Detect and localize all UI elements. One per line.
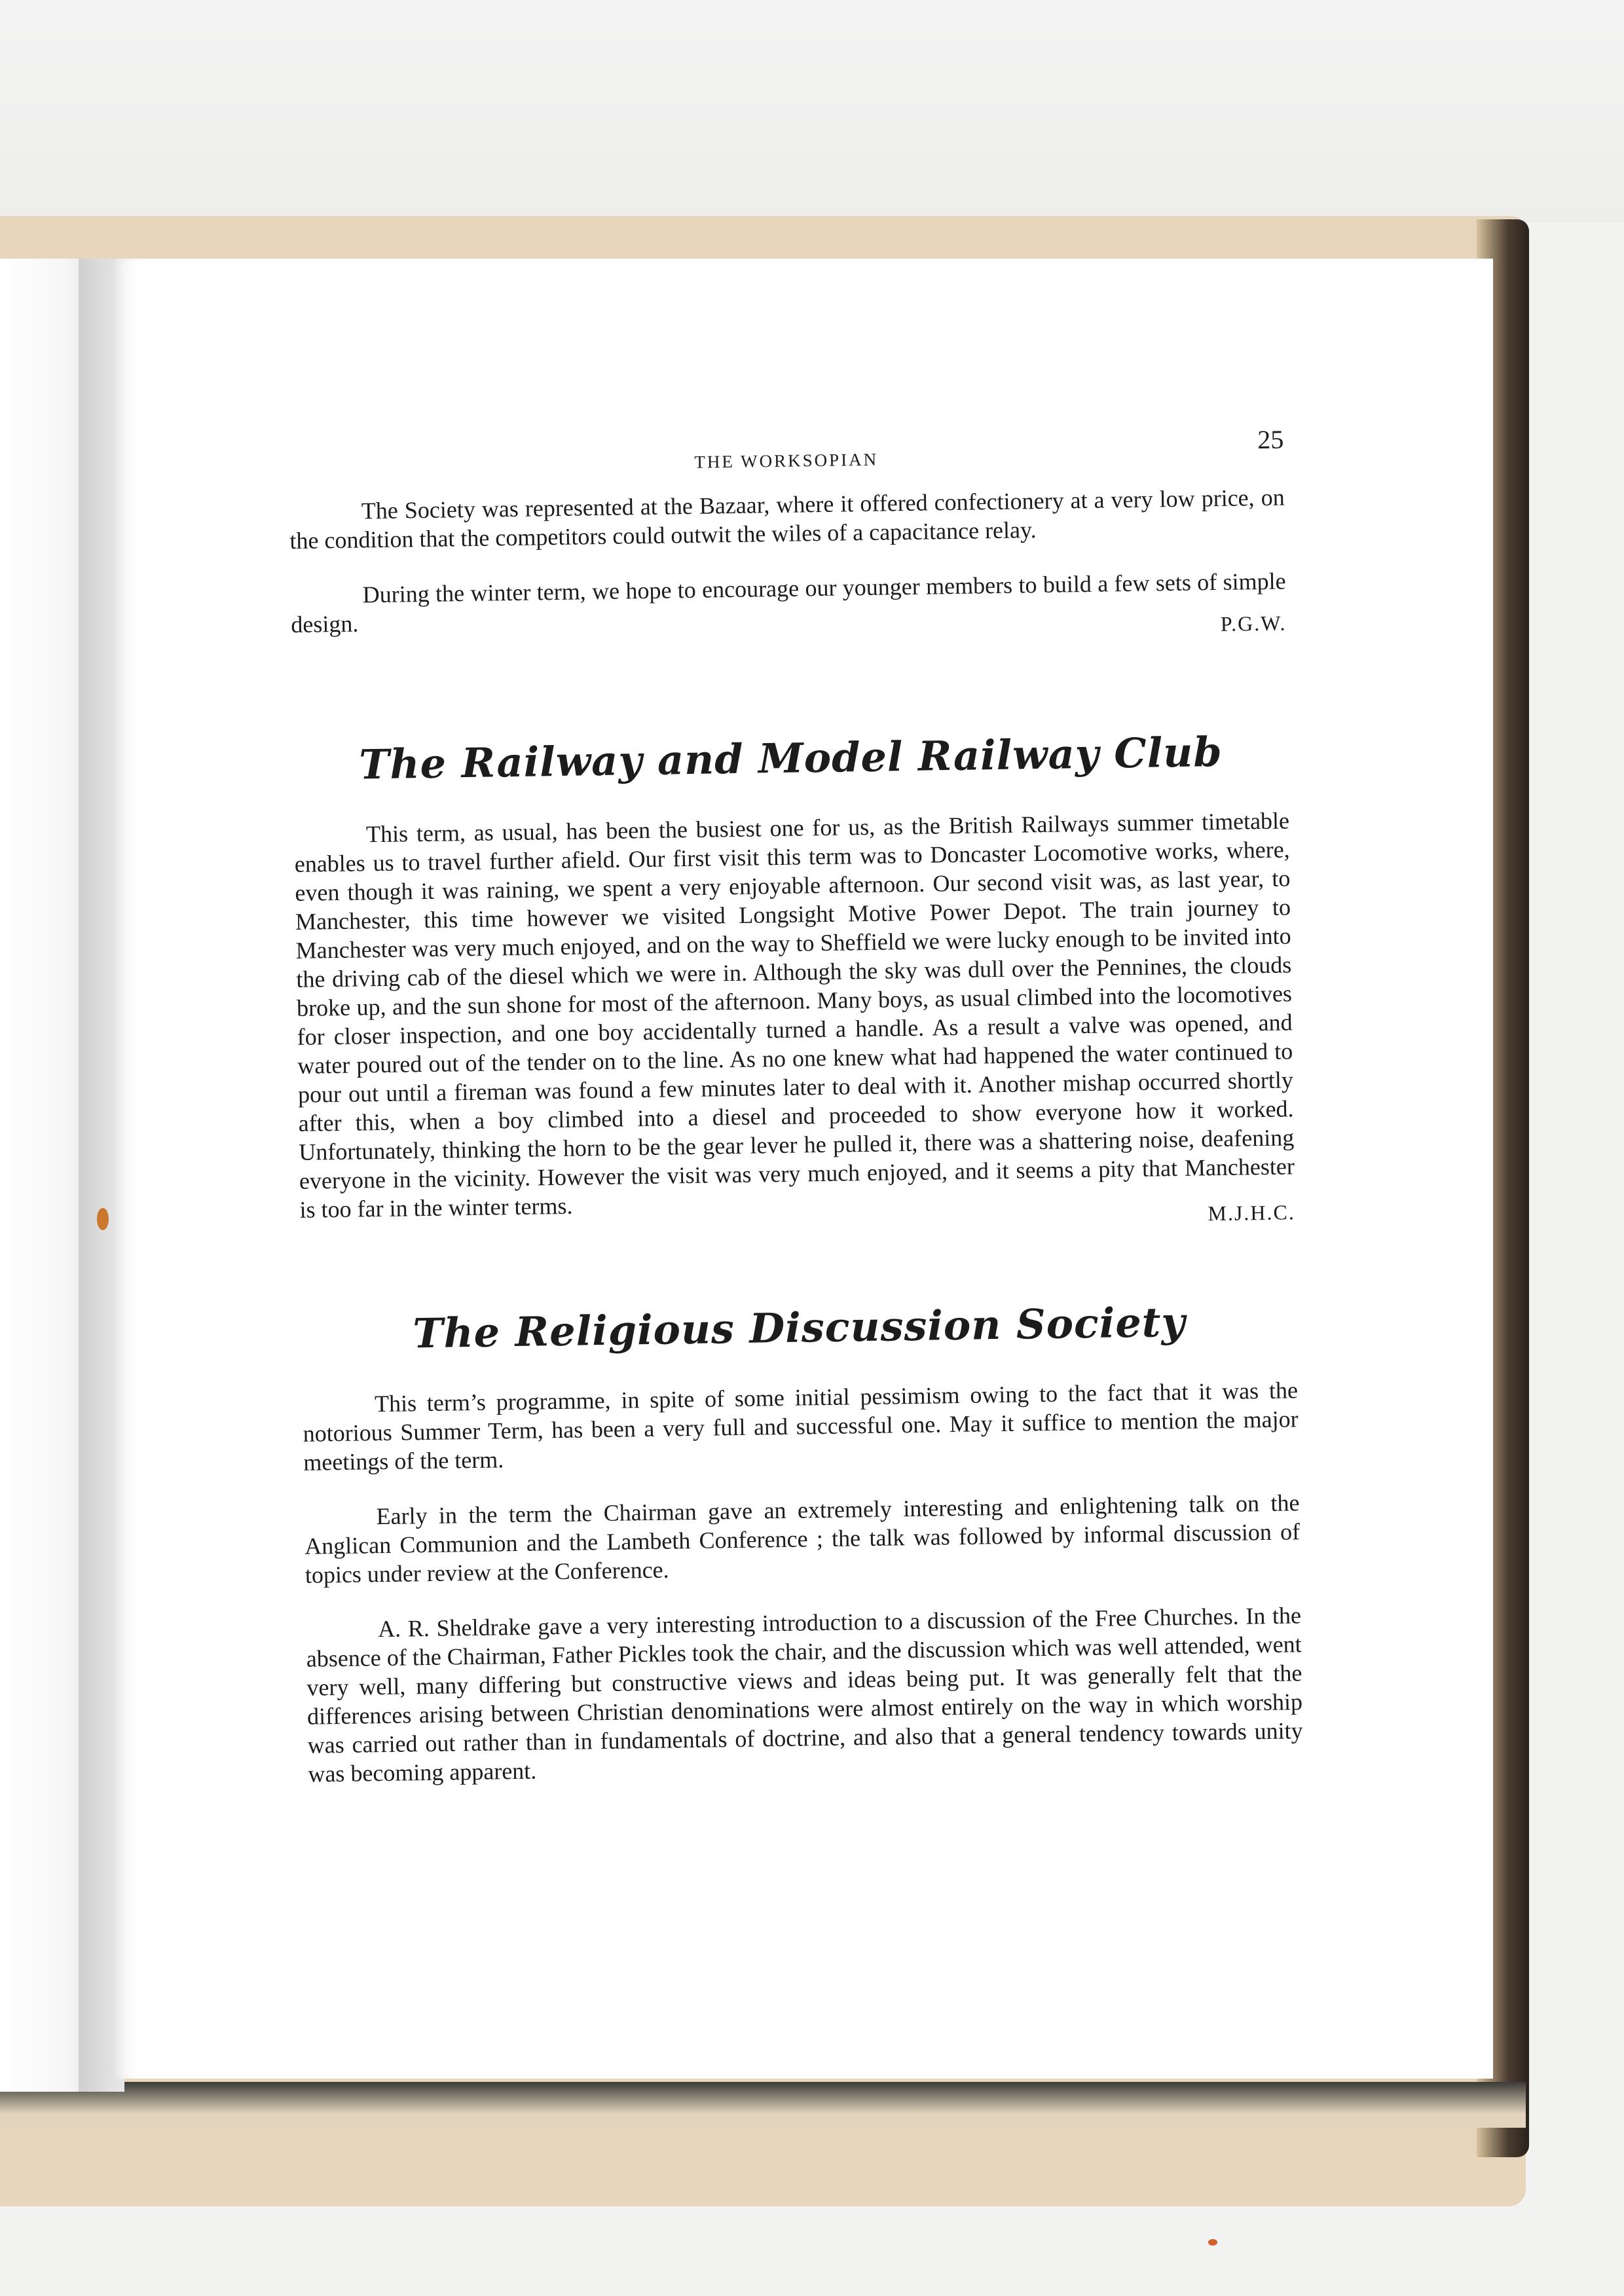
railway-section: [294, 806, 1295, 1239]
religious-paragraph: Early in the term the Chairman gave an extremely interesting and enlightening talk on the Anglican Communion and the Lambeth Conference ; the talk was followed by informal discussion of topics under review at the Conference.: [304, 1489, 1301, 1588]
intro-paragraph: During the winter term, we hope to encourage our younger members to build a few sets of simple design.: [291, 568, 1286, 638]
page-number: 25: [1257, 424, 1284, 455]
religious-section: [303, 1376, 1304, 1788]
railway-paragraph: This term, as usual, has been the busiest one for us, as the British Railways summer timetable enables us to travel further afield. Our first visit this term was to Doncaster Locomotive works, where, even though it was raining, we spent a very enjoyable afternoon. Our second visit was, as last year, to Manchester, this time however we visited Longsight Motive Power Depot. The train journey to Manchester was very much enjoyed, and on the way to Sheffield we were lucky enough to be invited into the driving cab of the diesel which we were in. Although the sky was dull over the Pennines, the clouds broke up, and the sun shone for most of the afternoon. Many boys, as usual climbed into the locomotives for closer inspection, and one boy accidentally turned a handle. As a result a valve was opened, and water poured out of the tender on to the line. As no one knew what had happened the water continued to pour out until a fireman was found a few minutes later to deal with it. Another mishap occurred shortly after this, when a boy climbed into a diesel and proceeded to show everyone how it worked. Unfortunately, thinking the horn to be the gear lever he pulled it, there was a shattering noise, deafening everyone in the vicinity. However the visit was very much enjoyed, and it seems a pity that Manchester is too far in the winter terms.: [294, 807, 1295, 1223]
page-content: [288, 417, 1304, 1788]
running-title: THE WORKSOPIAN: [694, 449, 879, 472]
railway-signature: M.J.H.C.: [1208, 1200, 1296, 1226]
religious-paragraph: This term’s programme, in spite of some initial pessimism owing to the fact that it was the notorious Summer Term, has been a very full and successful one. May it suffice to mention the major meetings of the term.: [303, 1377, 1299, 1476]
paper-stain: [97, 1208, 109, 1230]
scan-background: [0, 0, 1624, 223]
intro-section: [289, 483, 1286, 650]
religious-paragraph: A. R. Sheldrake gave a very interesting introduction to a discussion of the Free Churches. In the absence of the Chairman, Father Pickles took the chair, and the discussion which was well attended, went very well, many differing but constructive views and ideas being put. It was generally felt that the differences arising between Christian denominations were almost entirely on the way in which worship was carried out rather than in fundamentals of doctrine, and also that a general tendency towards unity was becoming apparent.: [306, 1602, 1303, 1787]
book-bottom-edge: [0, 2082, 1526, 2128]
religious-society-heading: The Religious Discussion Society: [412, 1298, 1186, 1358]
intro-paragraph: The Society was represented at the Bazaar, where it offered confectionery at a very low price, on the condition that the competitors could outwit the wiles of a capacitance relay.: [289, 484, 1285, 554]
railway-club-heading: The Railway and Model Railway Club: [358, 727, 1223, 789]
scan-fleck: [1208, 2239, 1217, 2246]
intro-signature: P.G.W.: [1220, 611, 1287, 636]
